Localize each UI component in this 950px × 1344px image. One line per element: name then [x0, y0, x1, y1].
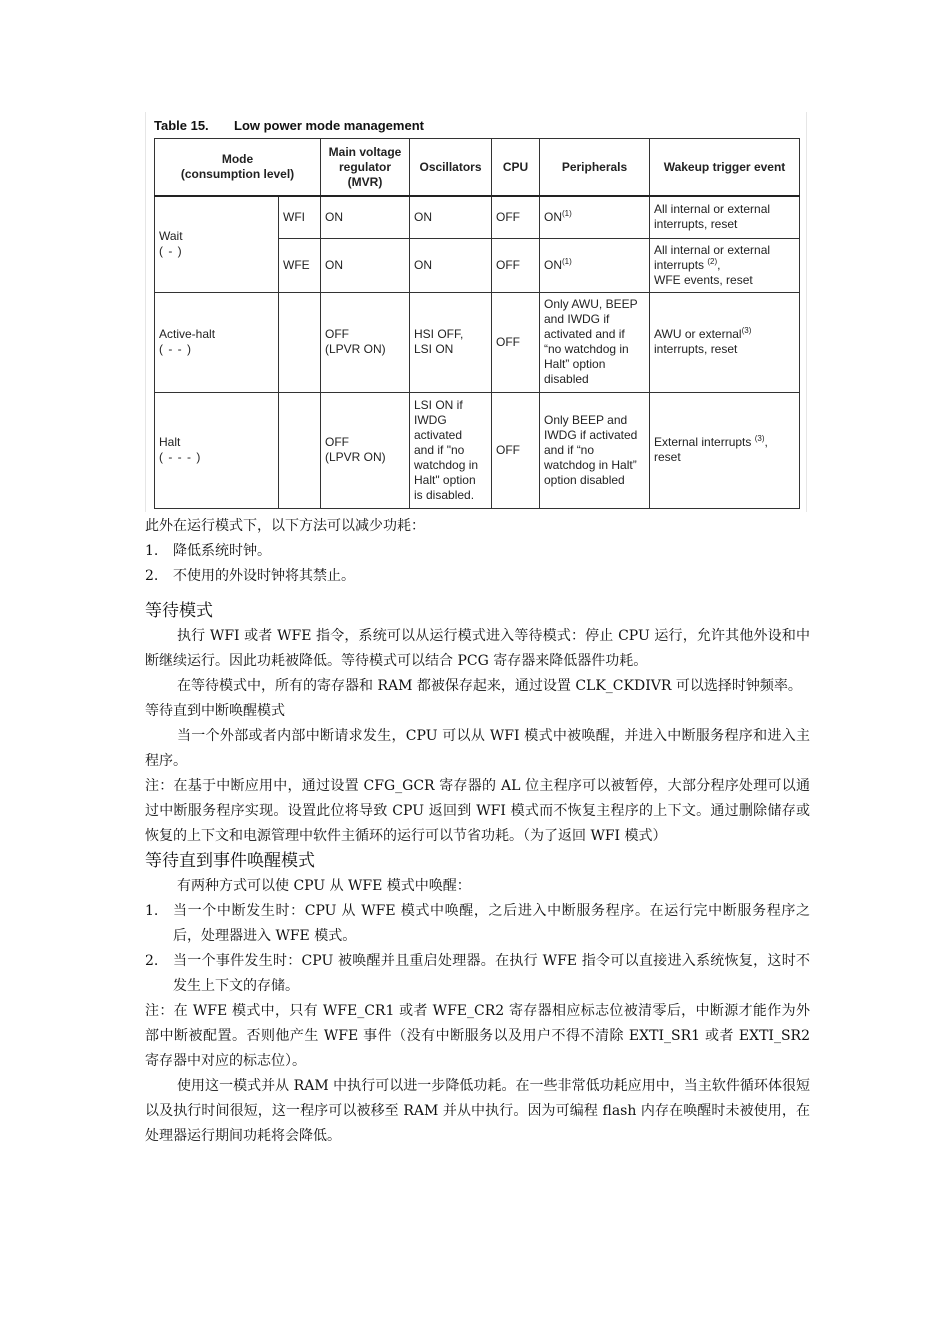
cell-active-halt-periph: Only AWU, BEEP and IWDG if activated and if “no watchdog in Halt” option disabled: [540, 292, 650, 392]
header-mvr: Main voltage regulator (MVR): [321, 139, 410, 197]
list-item: 1. 降低系统时钟。: [145, 543, 271, 559]
cell-wfi-wakeup: All internal or external interrupts, reset: [650, 196, 800, 238]
section-heading-wait-mode: 等待模式: [145, 601, 213, 621]
table-figure: [145, 112, 807, 512]
cell-halt-mvr: OFF (LPVR ON): [321, 392, 410, 508]
header-wakeup: Wakeup trigger event: [650, 139, 800, 197]
list-item: 2. 当一个事件发生时：CPU 被唤醒并且重启处理器。在执行 WFE 指令可以直接进入系统恢复，这时不发生上下文的存储。: [145, 953, 810, 994]
cell-halt-osc: LSI ON if IWDG activated and if "no watchdog in Halt" option is disabled.: [410, 392, 492, 508]
cell-wfi-mvr: ON: [321, 196, 410, 238]
subsection-heading-wfi: 等待直到中断唤醒模式: [145, 703, 285, 719]
cell-wfe-wakeup: All internal or external interrupts $^{(2)}$, WFE events, reset: [650, 238, 800, 292]
cell-halt-sub: [279, 392, 321, 508]
wfe-paragraph-2: 使用这一模式并从 RAM 中执行可以进一步降低功耗。在一些非常低功耗应用中，当主软件循环体很短以及执行时间很短，这一程序可以被移至 RAM 并从中执行。因为可编程 flash 内存在唤醒时未被使用，在处理器运行期间功耗将会降低。: [145, 1078, 810, 1144]
wfe-paragraph-1: 有两种方式可以使 CPU 从 WFE 模式中唤醒：: [177, 878, 471, 894]
cell-halt-cpu: OFF: [492, 392, 540, 508]
table-row-halt: [155, 392, 800, 508]
cell-wfi-periph: ON$^{(1)}$: [540, 196, 650, 238]
wfi-note: 注：在基于中断应用中，通过设置 CFG_GCR 寄存器的 AL 位主程序可以被暂停，大部分程序处理可以通过中断服务程序实现。设置此位将导致 CPU 返回到 WFI 模式而不恢复主程序的上下文。通过删除储存或恢复的上下文和电源管理中软件主循环的运行可以节省功耗。（为了返回 WFI 模式）: [145, 778, 810, 844]
cell-active-halt-mvr: OFF (LPVR ON): [321, 292, 410, 392]
cell-wfe-mvr: ON: [321, 238, 410, 292]
header-cpu: CPU: [492, 139, 540, 197]
table-row-active-halt: [155, 292, 800, 392]
wait-paragraph-2: 在等待模式中，所有的寄存器和 RAM 都被保存起来，通过设置 CLK_CKDIVR 可以选择时钟频率。: [177, 678, 802, 694]
wfi-paragraph: 当一个外部或者内部中断请求发生，CPU 可以从 WFI 模式中被唤醒，并进入中断服务程序和进入主程序。: [145, 728, 810, 769]
cell-wfi-osc: ON: [410, 196, 492, 238]
cell-mode-wait: Wait ( - ): [155, 196, 279, 292]
cell-wfe-cpu: OFF: [492, 238, 540, 292]
list-item: 1. 当一个中断发生时：CPU 从 WFE 模式中唤醒，之后进入中断服务程序。在运行完中断服务程序之后，处理器进入 WFE 模式。: [145, 903, 810, 944]
table-header-row: [155, 139, 800, 197]
header-oscillators: Oscillators: [410, 139, 492, 197]
cell-halt-periph: Only BEEP and IWDG if activated and if “no watchdog in Halt” option disabled: [540, 392, 650, 508]
document-page: [145, 112, 810, 1149]
table-row-wait-wfi: [155, 196, 800, 238]
wfe-note: 注：在 WFE 模式中，只有 WFE_CR1 或者 WFE_CR2 寄存器相应标志位被清零后，中断源才能作为外部中断被配置。否则他产生 WFE 事件（没有中断服务以及用户不得不清除 EXTI_SR1 或者 EXTI_SR2 寄存器中对应的标志位）。: [145, 1003, 810, 1069]
header-mode: Mode (consumption level): [155, 139, 321, 197]
list-item: 2. 不使用的外设时钟将其禁止。: [145, 568, 355, 584]
cell-active-halt-sub: [279, 292, 321, 392]
intro-paragraph: 此外在运行模式下，以下方法可以减少功耗：: [145, 518, 425, 534]
cell-active-halt-osc: HSI OFF, LSI ON: [410, 292, 492, 392]
cell-halt-wakeup: External interrupts $^{(3)}$, reset: [650, 392, 800, 508]
table-caption-title: Low power mode management: [234, 118, 424, 133]
cell-wfe-osc: ON: [410, 238, 492, 292]
header-peripherals: Peripherals: [540, 139, 650, 197]
table-caption: [154, 118, 800, 133]
wait-paragraph-1: 执行 WFI 或者 WFE 指令，系统可以从运行模式进入等待模式：停止 CPU 运行，允许其他外设和中断继续运行。因此功耗被降低。等待模式可以结合 PCG 寄存器来降低器件功耗。: [145, 628, 810, 669]
cell-wfe-periph: ON$^{(1)}$: [540, 238, 650, 292]
body-text: [145, 514, 810, 1149]
cell-wfe-sub: WFE: [279, 238, 321, 292]
cell-active-halt-cpu: OFF: [492, 292, 540, 392]
section-heading-wfe: 等待直到事件唤醒模式: [145, 851, 315, 871]
low-power-mode-table: [154, 138, 800, 509]
cell-mode-halt: Halt ( - - - ): [155, 392, 279, 508]
cell-wfi-cpu: OFF: [492, 196, 540, 238]
cell-mode-active-halt: Active-halt ( - - ): [155, 292, 279, 392]
cell-wfi-sub: WFI: [279, 196, 321, 238]
table-caption-number: Table 15.: [154, 118, 209, 133]
cell-active-halt-wakeup: AWU or external$^{(3)}$ interrupts, reset: [650, 292, 800, 392]
